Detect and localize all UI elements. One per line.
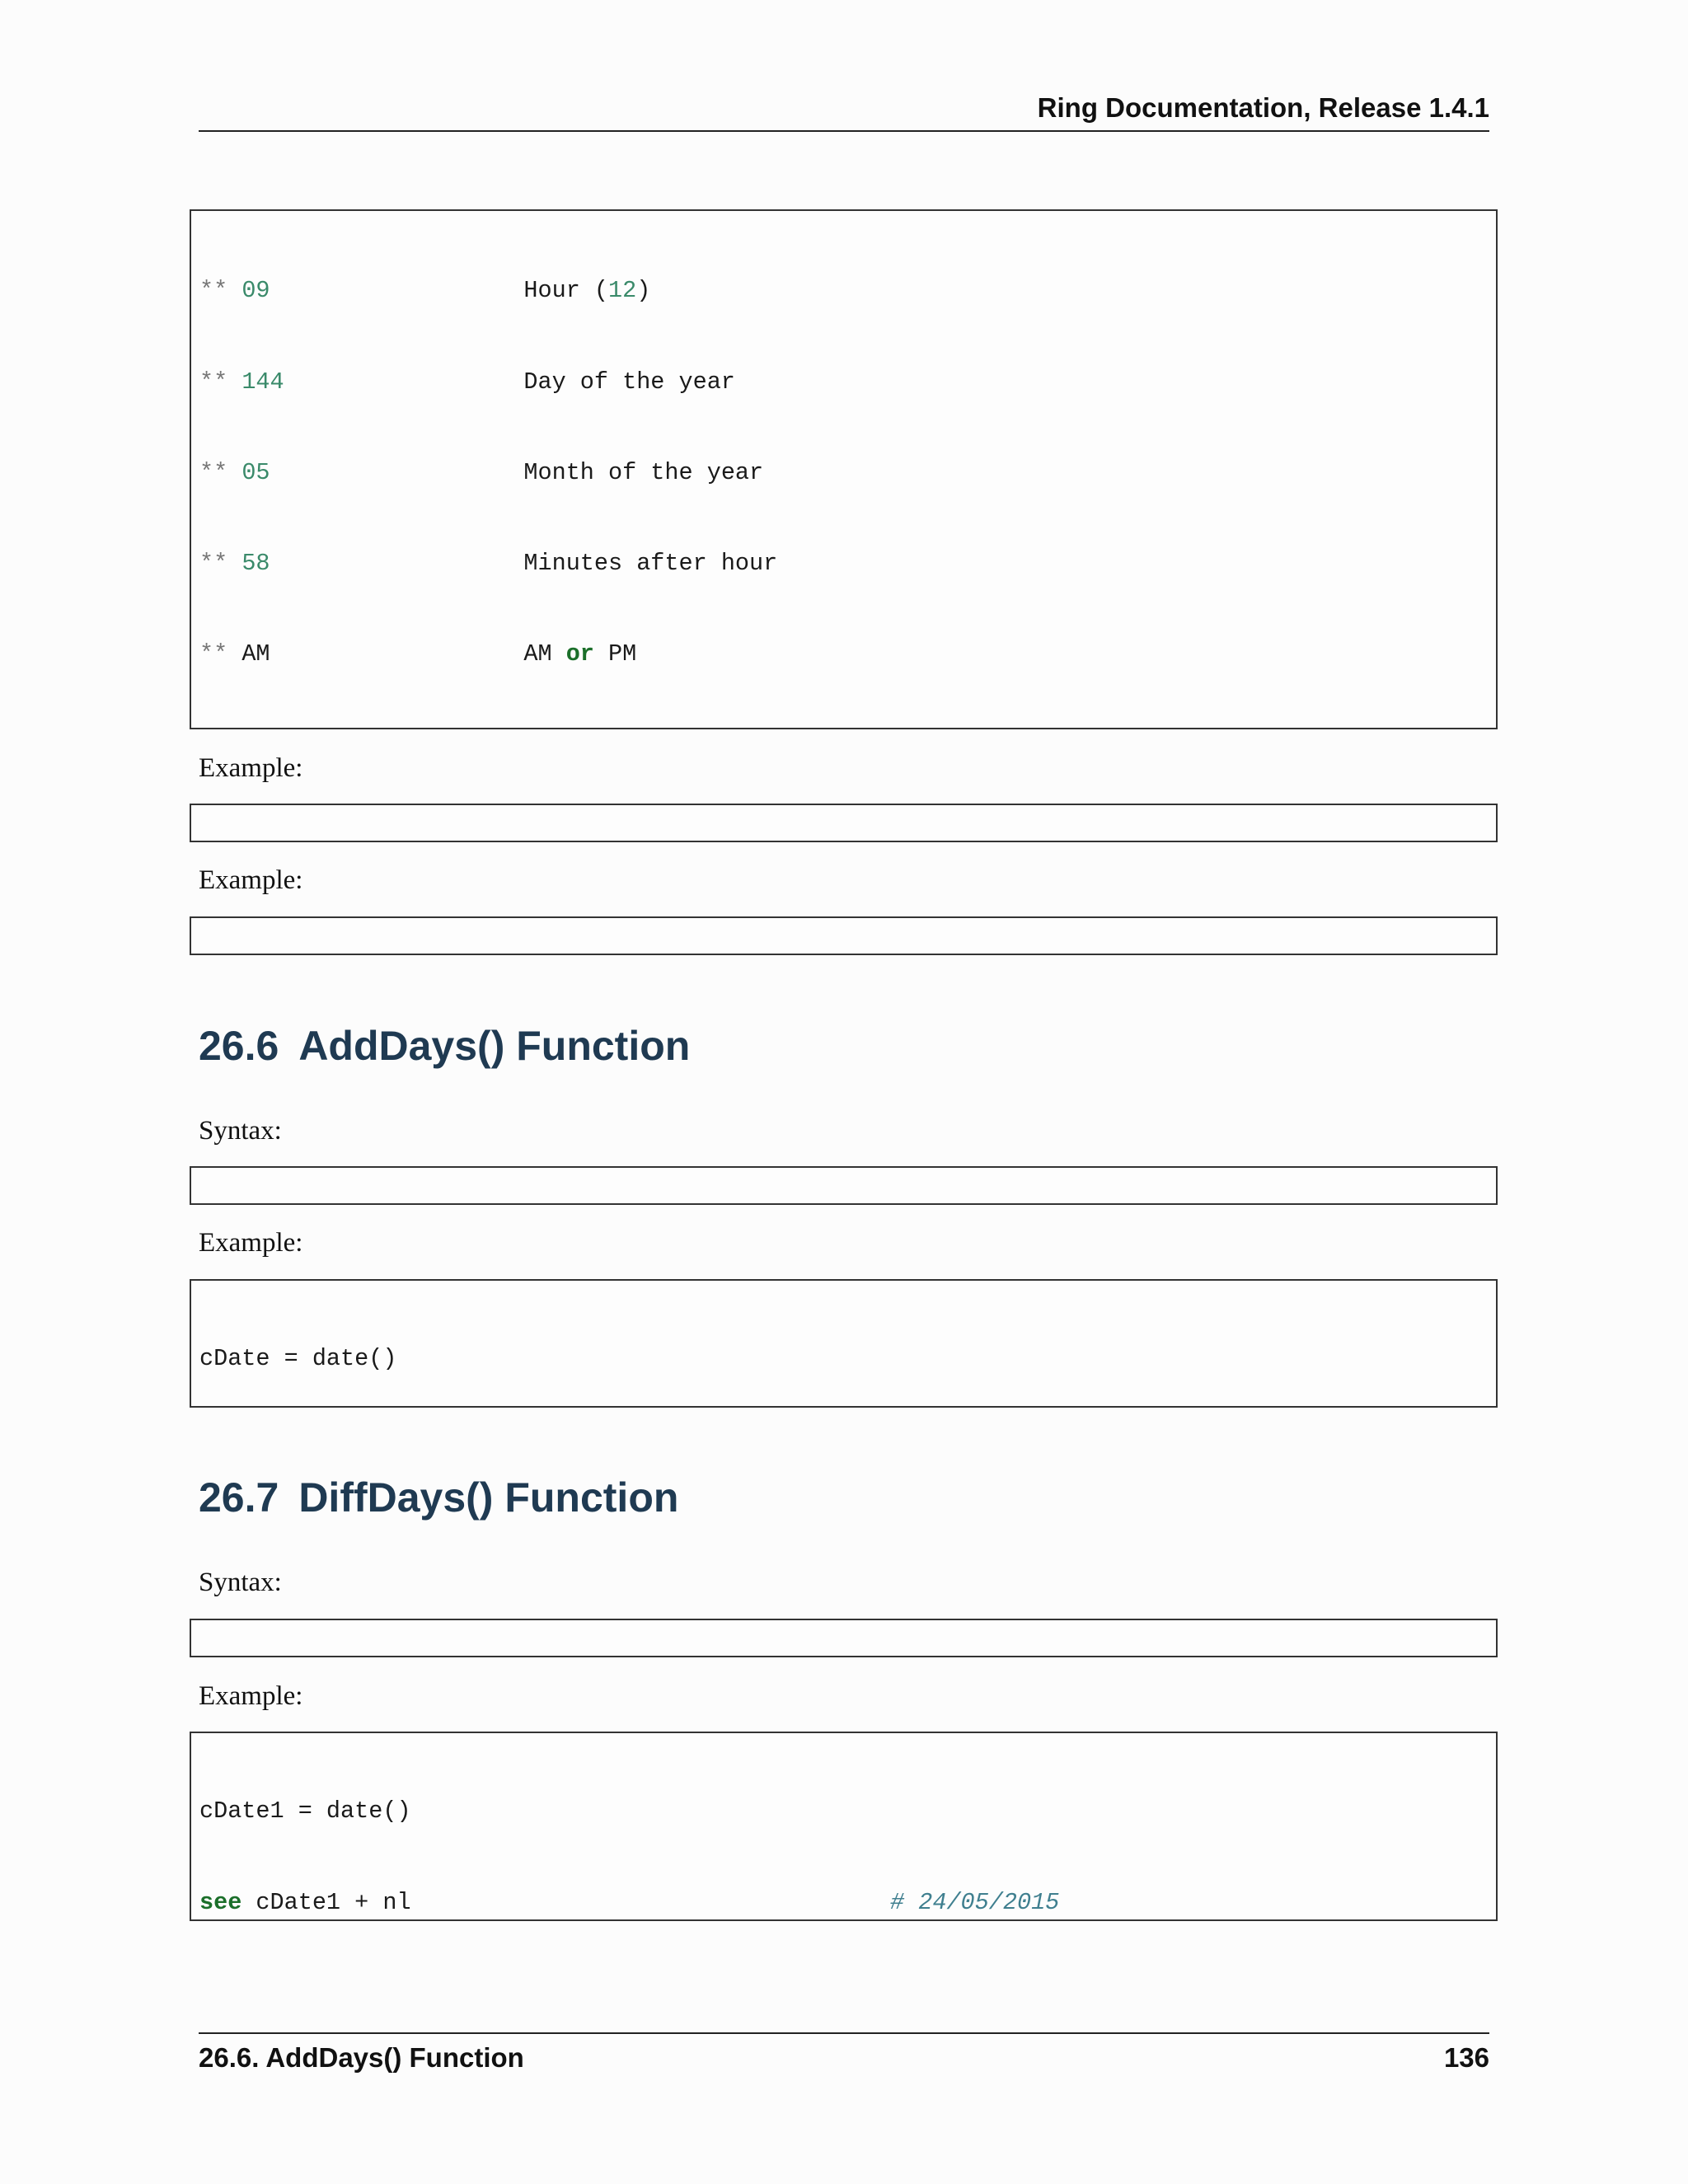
code-block-adddays-syntax bbox=[190, 1166, 1498, 1205]
code-keyword: or bbox=[565, 640, 594, 668]
example-label: Example: bbox=[199, 1228, 303, 1258]
document-title: Ring Documentation, Release 1.4.1 bbox=[1037, 92, 1489, 123]
code-block-month-name bbox=[190, 916, 1498, 955]
syntax-label: Syntax: bbox=[199, 1116, 282, 1146]
syntax-label: Syntax: bbox=[199, 1568, 282, 1597]
page-header bbox=[199, 92, 1489, 132]
example-label: Example: bbox=[199, 753, 303, 783]
code-block-diffdays-syntax bbox=[190, 1619, 1498, 1657]
code-block-timelist-formats: ** 09 Hour (12) ** 144 Day of the year ** 05 Month of the year ** 58 Minutes after hour ** AM AM or PM bbox=[190, 209, 1498, 729]
footer-section-title: 26.6. AddDays() Function bbox=[199, 2042, 524, 2073]
page-footer bbox=[199, 2032, 1489, 2074]
code-block-diffdays-example: cDate1 = date() see cDate1 + nl # 24/05/2015 bbox=[190, 1732, 1498, 1921]
code-block-day-name bbox=[190, 804, 1498, 842]
page-number: 136 bbox=[1443, 2042, 1489, 2073]
example-label: Example: bbox=[199, 1681, 303, 1711]
example-label: Example: bbox=[199, 865, 303, 895]
code-block-adddays-example: cDate = date() bbox=[190, 1279, 1498, 1408]
section-heading-adddays: 26.6 AddDays() Function bbox=[199, 1023, 691, 1069]
section-heading-diffdays: 26.7 DiffDays() Function bbox=[199, 1474, 679, 1521]
